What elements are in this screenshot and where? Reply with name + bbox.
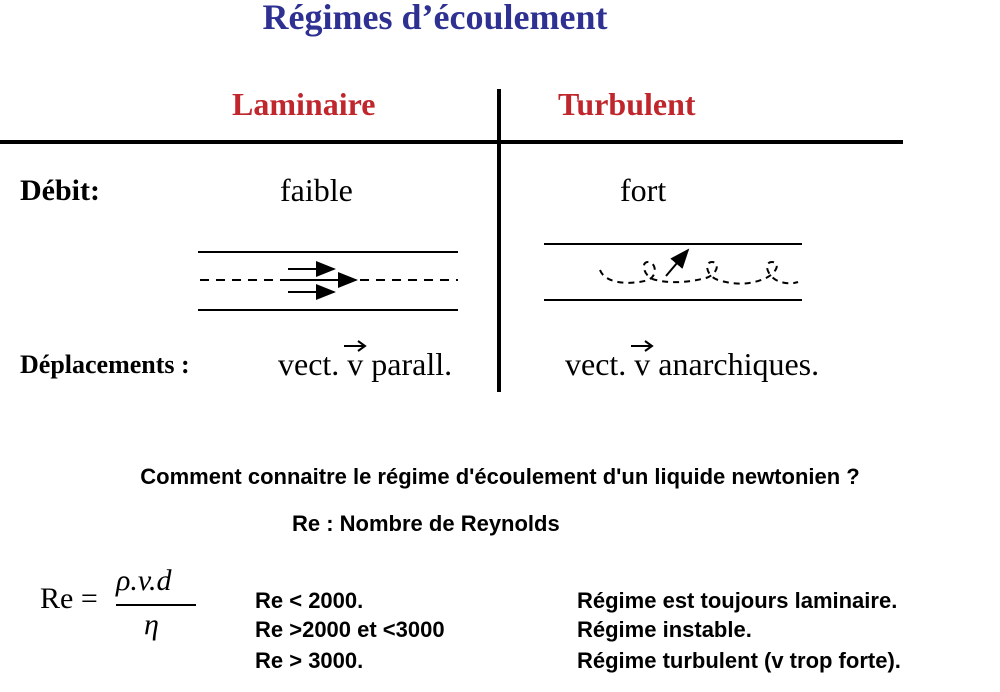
formula-lhs: Re = bbox=[40, 582, 98, 615]
fraction-bar bbox=[116, 604, 196, 606]
table-horizontal-divider bbox=[0, 140, 903, 144]
condition-text: Re > 3000. bbox=[255, 648, 364, 673]
debit-label: Débit: bbox=[20, 174, 100, 207]
result-text: Régime turbulent (v trop forte). bbox=[577, 648, 901, 673]
formula-numerator: ρ.v.d bbox=[116, 564, 172, 597]
result-text: Régime instable. bbox=[577, 617, 752, 642]
vector-suffix: parall. bbox=[371, 346, 453, 382]
condition-text: Re >2000 et <3000 bbox=[255, 617, 445, 642]
velocity-vector-symbol: v bbox=[634, 346, 650, 383]
turbulent-trajectory bbox=[600, 262, 798, 284]
reynolds-title: Re : Nombre de Reynolds bbox=[292, 511, 560, 536]
velocity-arrow bbox=[666, 250, 688, 276]
table-vertical-divider bbox=[497, 89, 501, 392]
result-text: Régime est toujours laminaire. bbox=[577, 588, 898, 613]
debit-turbulent-value: fort bbox=[620, 172, 667, 208]
vector-suffix: anarchiques. bbox=[658, 346, 820, 382]
column-header-laminar: Laminaire bbox=[232, 86, 376, 122]
vector-prefix: vect. bbox=[278, 346, 340, 382]
condition-text: Re < 2000. bbox=[255, 588, 364, 613]
page-title: Régimes d’écoulement bbox=[262, 0, 608, 37]
vector-prefix: vect. bbox=[565, 346, 627, 382]
velocity-vector-symbol: v bbox=[347, 346, 363, 383]
question-text: Comment connaitre le régime d'écoulement d'un liquide newtonien ? bbox=[140, 464, 860, 489]
formula-denominator: η bbox=[144, 608, 159, 641]
deplacements-laminar-value bbox=[278, 346, 452, 383]
vector-arrow-icon bbox=[630, 340, 654, 352]
vector-arrow-icon bbox=[343, 340, 367, 352]
deplacements-turbulent-value bbox=[565, 346, 819, 383]
laminar-flow-diagram bbox=[196, 240, 466, 320]
column-header-turbulent: Turbulent bbox=[558, 86, 696, 122]
deplacements-label: Déplacements : bbox=[20, 350, 190, 379]
debit-laminar-value: faible bbox=[280, 172, 353, 208]
turbulent-flow-diagram bbox=[540, 228, 820, 318]
